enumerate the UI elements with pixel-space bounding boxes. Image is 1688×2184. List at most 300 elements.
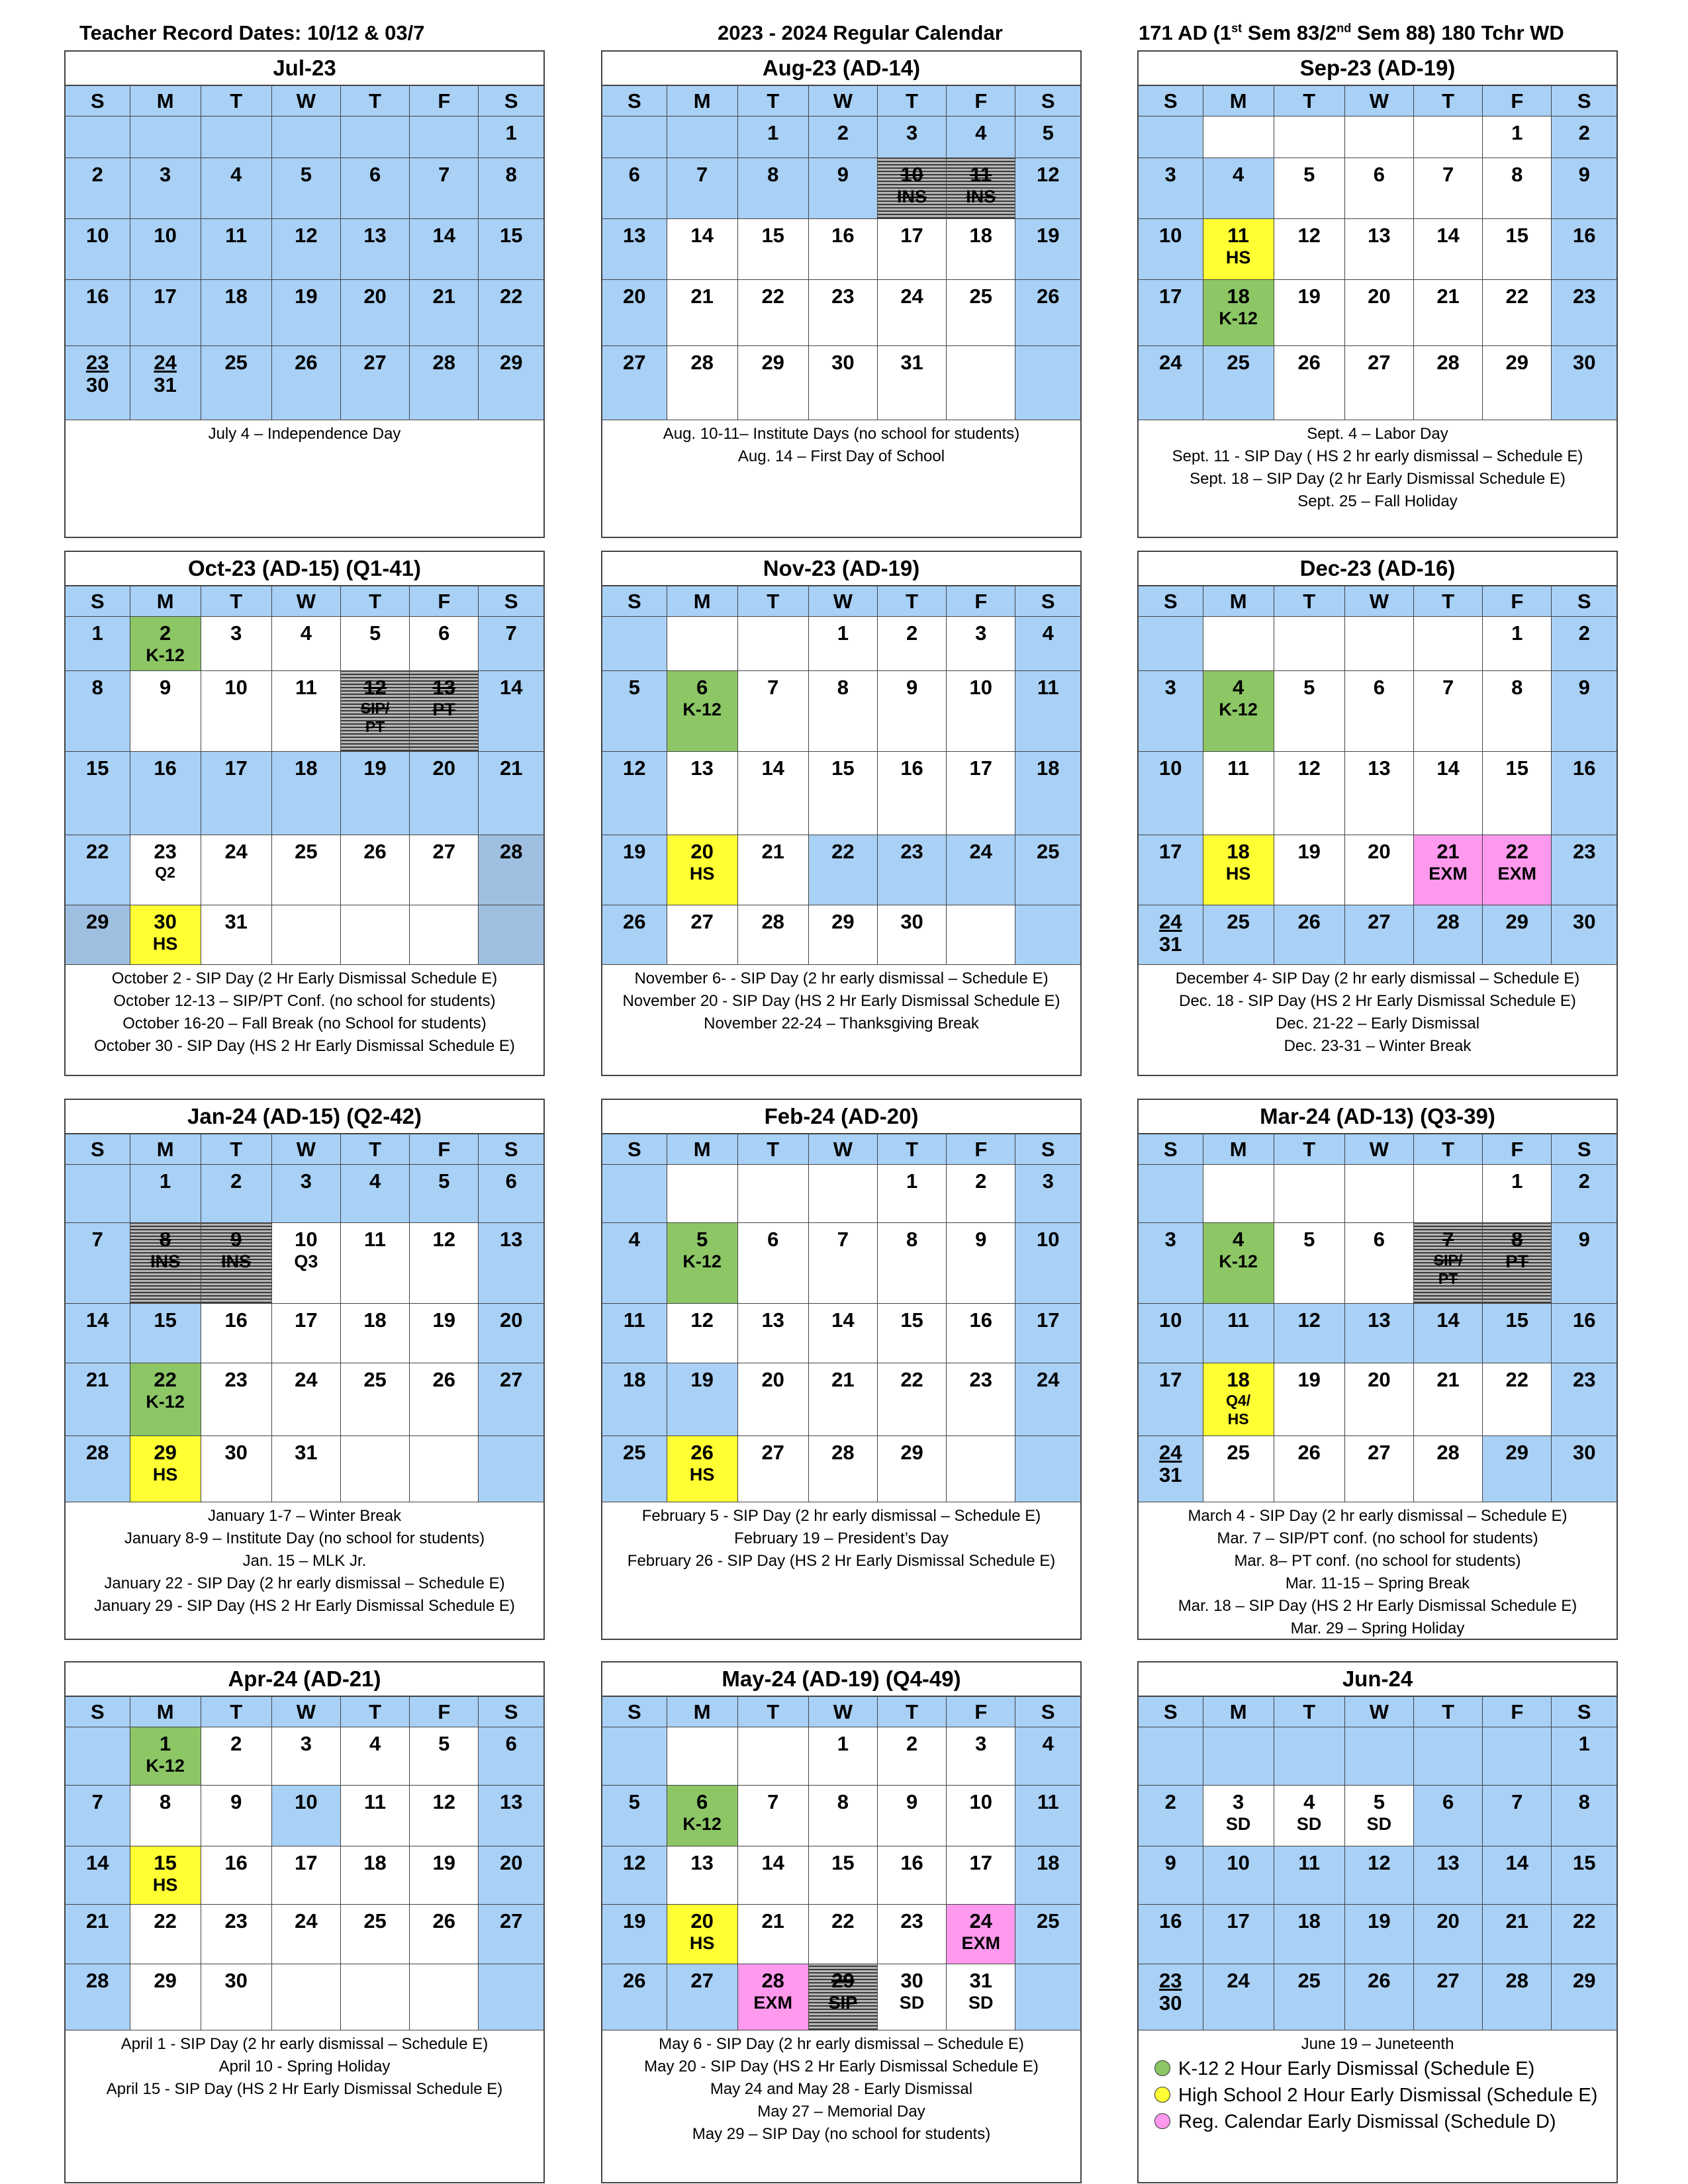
- weekday-header: T: [341, 86, 410, 116]
- weekday-header: T: [201, 86, 272, 116]
- day-cell: [947, 1363, 1015, 1436]
- day-cell: [1139, 158, 1203, 219]
- day-cell: [479, 1727, 543, 1786]
- note-line: November 20 - SIP Day (HS 2 Hr Early Dismissal Schedule E): [622, 992, 1060, 1010]
- day-number: 22: [1505, 1368, 1529, 1391]
- day-number: 9: [230, 1228, 242, 1251]
- day-annotation: SIP/: [1433, 1251, 1463, 1269]
- day-cell: [878, 1363, 947, 1436]
- day-cell: [130, 346, 201, 420]
- day-cell: [341, 617, 410, 671]
- day-number: 20: [363, 285, 387, 308]
- day-cell: [130, 617, 201, 671]
- day-cell: [479, 1223, 543, 1304]
- day-cell: [947, 1964, 1015, 2030]
- day-number: 10: [1159, 1308, 1182, 1332]
- calendar-title: 2023 - 2024 Regular Calendar: [718, 21, 1003, 44]
- day-number: 20: [623, 285, 646, 308]
- day-cell: [1274, 905, 1345, 965]
- day-cell: [130, 1964, 201, 2030]
- day-cell: [410, 1223, 479, 1304]
- day-number: 24: [1036, 1368, 1060, 1391]
- day-number: 11: [623, 1308, 645, 1332]
- day-cell: [947, 1223, 1015, 1304]
- day-cell: [272, 1223, 341, 1304]
- day-cell: [738, 219, 809, 280]
- day-cell: [66, 1304, 130, 1363]
- day-cell: [201, 752, 272, 835]
- day-cell: [130, 752, 201, 835]
- day-annotation: 31: [154, 373, 177, 396]
- day-number: 21: [761, 1909, 784, 1933]
- day-number: 9: [1164, 1851, 1176, 1874]
- note-line: November 22-24 – Thanksgiving Break: [704, 1015, 979, 1032]
- weekday-header: S: [1552, 586, 1617, 617]
- day-cell: [479, 1363, 543, 1436]
- day-cell: [602, 219, 667, 280]
- day-number: 8: [159, 1790, 171, 1813]
- day-number: 20: [761, 1368, 784, 1391]
- day-number: 25: [1297, 1969, 1321, 1992]
- day-number: 19: [1368, 1909, 1391, 1933]
- day-cell: [1414, 158, 1483, 219]
- day-cell: [1552, 1964, 1617, 2030]
- day-number: 26: [1036, 285, 1060, 308]
- weekday-header: M: [667, 1134, 738, 1165]
- day-number: 18: [363, 1851, 387, 1874]
- note-line: October 16-20 – Fall Break (no School for students): [122, 1015, 487, 1032]
- month-notes: [1139, 2030, 1617, 2182]
- note-line: Dec. 23-31 – Winter Break: [1284, 1037, 1472, 1055]
- day-cell: [1203, 1905, 1274, 1964]
- day-annotation: HS: [1225, 248, 1251, 267]
- day-number: 3: [1164, 676, 1176, 699]
- day-cell: [1139, 219, 1203, 280]
- day-cell: [809, 1905, 878, 1964]
- month-title: Jul-23: [66, 52, 543, 86]
- day-cell: [1203, 1165, 1274, 1223]
- day-cell: [341, 752, 410, 835]
- day-number: 25: [1036, 1909, 1060, 1933]
- day-number: 23: [900, 840, 923, 863]
- weekday-header: T: [341, 1697, 410, 1727]
- day-cell: [479, 617, 543, 671]
- day-cell: [1414, 671, 1483, 752]
- day-number: 17: [969, 756, 993, 780]
- day-cell: [1015, 1363, 1080, 1436]
- day-cell: [1552, 835, 1617, 905]
- day-cell: [1414, 752, 1483, 835]
- month-block: [601, 551, 1082, 1076]
- day-cell: [947, 835, 1015, 905]
- day-number: 21: [690, 285, 714, 308]
- day-cell: [1015, 1846, 1080, 1905]
- day-number: 23: [224, 1368, 248, 1391]
- day-number: 15: [1505, 224, 1529, 247]
- weekday-header: T: [201, 1134, 272, 1165]
- day-cell: [1414, 1786, 1483, 1846]
- day-number: 18: [1036, 756, 1060, 780]
- day-number: 18: [1227, 1368, 1250, 1391]
- day-annotation: K-12: [682, 1251, 722, 1271]
- day-cell: [479, 346, 543, 420]
- day-number: 26: [1297, 351, 1321, 374]
- day-number: 25: [295, 840, 318, 863]
- day-number: 9: [975, 1228, 987, 1251]
- day-cell: [410, 835, 479, 905]
- day-cell: [1139, 1165, 1203, 1223]
- weekday-header: M: [130, 1134, 201, 1165]
- day-number: 19: [1297, 285, 1321, 308]
- day-cell: [201, 1165, 272, 1223]
- day-number: 9: [837, 163, 849, 186]
- day-cell: [341, 1165, 410, 1223]
- weekday-header: W: [272, 1697, 341, 1727]
- day-number: 11: [1227, 224, 1249, 247]
- day-cell: [1139, 752, 1203, 835]
- day-cell: [738, 346, 809, 420]
- month-notes: [66, 1502, 543, 1639]
- note-line: January 22 - SIP Day (2 hr early dismissal – Schedule E): [104, 1574, 505, 1592]
- day-number: 19: [690, 1368, 714, 1391]
- day-cell: [1483, 116, 1552, 158]
- day-number: 2: [1578, 1169, 1590, 1193]
- day-cell: [341, 1846, 410, 1905]
- day-number: 18: [623, 1368, 646, 1391]
- day-annotation: SD: [968, 1993, 994, 2013]
- weekday-header: T: [1274, 586, 1345, 617]
- day-number: 28: [499, 840, 523, 863]
- day-cell: [667, 1846, 738, 1905]
- day-number: 12: [1036, 163, 1060, 186]
- day-number: 25: [363, 1368, 387, 1391]
- day-number: 6: [369, 163, 381, 186]
- day-cell: [1414, 1304, 1483, 1363]
- day-cell: [667, 346, 738, 420]
- day-number: 24: [969, 1909, 993, 1933]
- day-number: 10: [295, 1228, 318, 1251]
- day-cell: [1483, 905, 1552, 965]
- day-number: 24: [900, 285, 923, 308]
- day-number: 7: [91, 1228, 103, 1251]
- day-cell: [602, 1223, 667, 1304]
- day-cell: [667, 1436, 738, 1502]
- day-cell: [201, 1727, 272, 1786]
- day-cell: [1139, 1905, 1203, 1964]
- day-number: 31: [224, 910, 248, 933]
- weekday-header: S: [1015, 86, 1080, 116]
- note-line: October 2 - SIP Day (2 Hr Early Dismissal Schedule E): [111, 970, 498, 987]
- day-number: 9: [1578, 1228, 1590, 1251]
- day-number: 13: [363, 224, 387, 247]
- day-cell: [1345, 1964, 1414, 2030]
- day-number: 29: [900, 1441, 923, 1464]
- day-number: 2: [159, 621, 171, 645]
- day-number: 22: [761, 285, 784, 308]
- day-number: 27: [432, 840, 456, 863]
- month-block: [601, 1661, 1082, 2183]
- day-cell: [1139, 346, 1203, 420]
- day-cell: [947, 1846, 1015, 1905]
- day-cell: [1274, 280, 1345, 346]
- day-cell: [809, 617, 878, 671]
- day-number: 23: [969, 1368, 993, 1391]
- day-cell: [410, 346, 479, 420]
- legend-item: [1139, 2109, 1617, 2135]
- month-block: [1137, 1099, 1618, 1640]
- day-number: 9: [230, 1790, 242, 1813]
- day-cell: [738, 1436, 809, 1502]
- day-cell: [1345, 1905, 1414, 1964]
- weekday-header: T: [878, 86, 947, 116]
- day-number: 20: [1368, 285, 1391, 308]
- day-cell: [66, 1786, 130, 1846]
- day-cell: [1203, 1846, 1274, 1905]
- day-cell: [1552, 671, 1617, 752]
- day-cell: [738, 752, 809, 835]
- day-cell: [1274, 116, 1345, 158]
- day-cell: [809, 835, 878, 905]
- day-annotation: INS: [966, 187, 996, 206]
- day-cell: [1345, 280, 1414, 346]
- day-cell: [1015, 280, 1080, 346]
- day-number: 24: [295, 1368, 318, 1391]
- day-cell: [201, 1905, 272, 1964]
- day-cell: [809, 1846, 878, 1905]
- day-cell: [1139, 1846, 1203, 1905]
- month-notes: [1139, 1502, 1617, 1639]
- day-cell: [272, 1304, 341, 1363]
- day-number: 28: [690, 351, 714, 374]
- day-number: 19: [1036, 224, 1060, 247]
- day-cell: [602, 905, 667, 965]
- day-cell: [410, 1727, 479, 1786]
- day-number: 30: [1572, 910, 1596, 933]
- day-cell: [130, 1363, 201, 1436]
- weekday-header: S: [1015, 586, 1080, 617]
- day-cell: [1015, 905, 1080, 965]
- day-cell: [1483, 158, 1552, 219]
- day-cell: [947, 1304, 1015, 1363]
- day-number: 16: [86, 285, 109, 308]
- day-cell: [130, 1905, 201, 1964]
- note-line: Dec. 21-22 – Early Dismissal: [1275, 1015, 1480, 1032]
- day-number: 10: [969, 1790, 993, 1813]
- day-cell: [1139, 280, 1203, 346]
- day-number: 21: [1436, 285, 1460, 308]
- day-cell: [1345, 617, 1414, 671]
- day-annotation: HS: [689, 864, 715, 884]
- day-cell: [1015, 116, 1080, 158]
- month-title: May-24 (AD-19) (Q4-49): [602, 1662, 1080, 1697]
- day-number: 9: [906, 1790, 918, 1813]
- day-cell: [1274, 671, 1345, 752]
- day-number: 17: [295, 1851, 318, 1874]
- day-cell: [479, 1846, 543, 1905]
- weekday-header: T: [1414, 1697, 1483, 1727]
- day-cell: [410, 617, 479, 671]
- day-number: 5: [1303, 1228, 1315, 1251]
- day-cell: [1414, 1363, 1483, 1436]
- day-number: 1: [505, 121, 517, 144]
- day-number: 20: [499, 1851, 523, 1874]
- day-number: 22: [86, 840, 109, 863]
- note-line: May 20 - SIP Day (HS 2 Hr Early Dismissal Schedule E): [644, 2058, 1039, 2075]
- day-number: 26: [363, 840, 387, 863]
- month-block: [64, 1661, 545, 2183]
- day-number: 1: [837, 621, 849, 645]
- day-cell: [878, 1304, 947, 1363]
- day-number: 21: [1505, 1909, 1529, 1933]
- day-cell: [272, 116, 341, 158]
- day-cell: [1203, 1363, 1274, 1436]
- day-number: 3: [1164, 1228, 1176, 1251]
- day-number: 30: [1572, 351, 1596, 374]
- day-number: 29: [831, 910, 855, 933]
- day-cell: [1015, 671, 1080, 752]
- day-annotation: Q2: [155, 864, 175, 881]
- day-cell: [1414, 116, 1483, 158]
- note-line: Mar. 29 – Spring Holiday: [1290, 1619, 1465, 1637]
- day-number: 2: [975, 1169, 987, 1193]
- day-cell: [602, 1363, 667, 1436]
- day-number: 20: [499, 1308, 523, 1332]
- note-line: May 24 and May 28 - Early Dismissal: [710, 2080, 973, 2098]
- day-cell: [130, 280, 201, 346]
- day-number: 24: [295, 1909, 318, 1933]
- day-number: 18: [1227, 285, 1250, 308]
- note-line: March 4 - SIP Day (2 hr early dismissal – Schedule E): [1188, 1507, 1568, 1525]
- day-cell: [410, 116, 479, 158]
- day-number: 29: [1505, 910, 1529, 933]
- day-cell: [201, 346, 272, 420]
- month-block: [1137, 1661, 1618, 2183]
- day-number: 31: [295, 1441, 318, 1464]
- day-cell: [947, 158, 1015, 219]
- day-cell: [341, 1964, 410, 2030]
- day-number: 16: [1159, 1909, 1182, 1933]
- weekday-header: T: [878, 586, 947, 617]
- day-number: 20: [690, 840, 714, 863]
- day-cell: [1483, 1846, 1552, 1905]
- day-cell: [1483, 1165, 1552, 1223]
- day-number: 17: [295, 1308, 318, 1332]
- weekday-header: W: [1345, 1697, 1414, 1727]
- day-cell: [130, 1165, 201, 1223]
- day-cell: [1552, 346, 1617, 420]
- day-cell: [410, 1786, 479, 1846]
- month-days-grid: [66, 1697, 543, 2030]
- note-line: Dec. 18 - SIP Day (HS 2 Hr Early Dismissal Schedule E): [1179, 992, 1576, 1010]
- day-number: 25: [1036, 840, 1060, 863]
- day-number: 30: [224, 1969, 248, 1992]
- day-cell: [1483, 1304, 1552, 1363]
- day-cell: [878, 116, 947, 158]
- day-number: 12: [623, 756, 646, 780]
- day-cell: [1274, 835, 1345, 905]
- day-number: 25: [363, 1909, 387, 1933]
- day-number: 26: [295, 351, 318, 374]
- day-annotation: PT: [432, 700, 456, 719]
- weekday-header: T: [878, 1134, 947, 1165]
- day-number: 26: [432, 1909, 456, 1933]
- day-number: 27: [690, 1969, 714, 1992]
- day-number: 27: [363, 351, 387, 374]
- day-cell: [479, 1964, 543, 2030]
- weekday-header: T: [738, 1134, 809, 1165]
- day-cell: [667, 1363, 738, 1436]
- day-number: 27: [1436, 1969, 1460, 1992]
- day-cell: [1483, 219, 1552, 280]
- day-number: 7: [1511, 1790, 1523, 1813]
- day-number: 28: [86, 1441, 109, 1464]
- day-number: 18: [295, 756, 318, 780]
- day-number: 13: [1368, 756, 1391, 780]
- weekday-header: S: [602, 1697, 667, 1727]
- day-cell: [738, 116, 809, 158]
- day-cell: [66, 280, 130, 346]
- day-number: 15: [86, 756, 109, 780]
- day-number: 2: [1164, 1790, 1176, 1813]
- day-cell: [809, 752, 878, 835]
- day-number: 24: [1159, 351, 1182, 374]
- day-number: 11: [1227, 756, 1249, 780]
- day-cell: [341, 671, 410, 752]
- note-line: June 19 – Juneteenth: [1301, 2035, 1454, 2053]
- day-number: 13: [499, 1228, 523, 1251]
- note-line: Mar. 18 – SIP Day (HS 2 Hr Early Dismissal Schedule E): [1178, 1597, 1577, 1615]
- note-line: February 5 - SIP Day (2 hr early dismissal – Schedule E): [641, 1507, 1041, 1525]
- day-number: 22: [900, 1368, 923, 1391]
- day-number: 20: [1368, 1368, 1391, 1391]
- day-number: 14: [1436, 1308, 1460, 1332]
- day-cell: [1345, 1436, 1414, 1502]
- weekday-header: M: [1203, 1697, 1274, 1727]
- month-title: Nov-23 (AD-19): [602, 552, 1080, 586]
- day-cell: [341, 1363, 410, 1436]
- day-cell: [878, 346, 947, 420]
- day-annotation: EXM: [753, 1993, 792, 2013]
- day-number: 17: [969, 1851, 993, 1874]
- day-number: 8: [1511, 1228, 1523, 1251]
- day-cell: [66, 1363, 130, 1436]
- weekday-header: S: [602, 86, 667, 116]
- note-line: January 1-7 – Winter Break: [207, 1507, 402, 1525]
- day-number: 22: [831, 840, 855, 863]
- day-cell: [272, 1165, 341, 1223]
- day-number: 24: [1227, 1969, 1250, 1992]
- day-cell: [738, 1363, 809, 1436]
- note-line: Aug. 10-11– Institute Days (no school for students): [663, 425, 1020, 443]
- day-number: 27: [1368, 1441, 1391, 1464]
- day-number: 4: [1303, 1790, 1315, 1813]
- day-cell: [479, 116, 543, 158]
- day-annotation: HS: [152, 1875, 178, 1895]
- day-cell: [130, 1786, 201, 1846]
- day-cell: [410, 1165, 479, 1223]
- day-cell: [1414, 280, 1483, 346]
- day-cell: [1139, 1786, 1203, 1846]
- day-number: 22: [154, 1909, 177, 1933]
- day-number: 4: [628, 1228, 640, 1251]
- day-cell: [1015, 835, 1080, 905]
- day-number: 23: [1572, 1368, 1596, 1391]
- weekday-header: S: [1139, 1697, 1203, 1727]
- day-cell: [410, 1436, 479, 1502]
- day-annotation: K-12: [146, 1756, 185, 1776]
- day-cell: [130, 1436, 201, 1502]
- day-cell: [272, 219, 341, 280]
